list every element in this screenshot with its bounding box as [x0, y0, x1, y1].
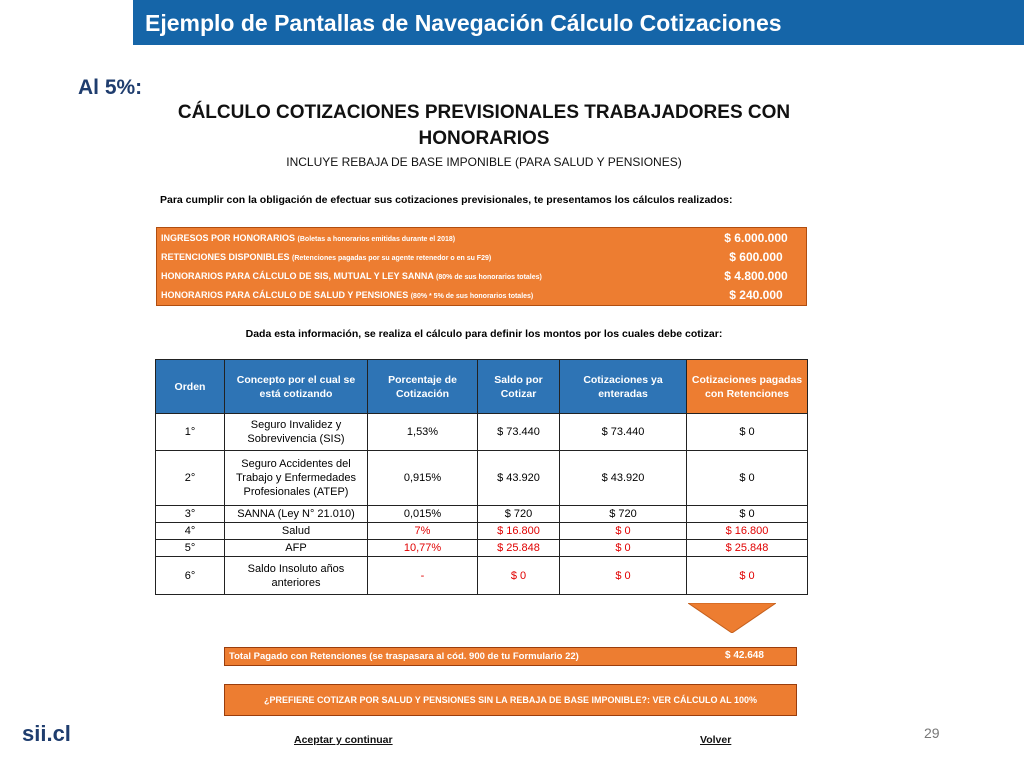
table-cell: 0,015%	[368, 506, 478, 523]
table-cell: AFP	[225, 540, 368, 557]
column-header-saldo: Saldo por Cotizar	[478, 360, 560, 414]
intro-text: Para cumplir con la obligación de efectuar sus cotizaciones previsionales, te presentamos los cálculos realizados:	[160, 194, 733, 206]
table-cell: Seguro Accidentes del Trabajo y Enfermedades Profesionales (ATEP)	[225, 451, 368, 506]
total-label: Total Pagado con Retenciones (se traspasara al cód. 900 de tu Formulario 22)	[229, 651, 579, 662]
table-cell: $ 720	[478, 506, 560, 523]
slide-header: Ejemplo de Pantallas de Navegación Cálculo Cotizaciones	[133, 0, 1024, 45]
income-value: $ 6.000.000	[724, 231, 788, 245]
income-summary-box	[156, 227, 807, 306]
table-cell: -	[368, 557, 478, 595]
table-cell: $ 0	[478, 557, 560, 595]
table-cell: $ 25.848	[687, 540, 808, 557]
view-100-percent-link[interactable]: ¿PREFIERE COTIZAR POR SALUD Y PENSIONES SIN LA REBAJA DE BASE IMPONIBLE?: VER CÁLCULO AL 100%	[224, 684, 797, 716]
table-cell: Salud	[225, 523, 368, 540]
income-label: HONORARIOS PARA CÁLCULO DE SALUD Y PENSIONES (80% * 5% de sus honorarios totales)	[161, 290, 534, 300]
table-cell: 0,915%	[368, 451, 478, 506]
page-number: 29	[924, 725, 940, 741]
table-cell: $ 16.800	[687, 523, 808, 540]
table-cell: $ 16.800	[478, 523, 560, 540]
table-cell: Saldo Insoluto años anteriores	[225, 557, 368, 595]
table-row	[156, 414, 808, 451]
table-cell: $ 43.920	[478, 451, 560, 506]
table-cell: 5°	[156, 540, 225, 557]
calculation-intro: Dada esta información, se realiza el cálculo para definir los montos por los cuales debe cotizar:	[245, 328, 723, 340]
contributions-table	[155, 359, 808, 595]
table-cell: 1,53%	[368, 414, 478, 451]
table-row	[156, 557, 808, 595]
column-header-retenciones: Cotizaciones pagadas con Retenciones	[687, 360, 808, 414]
total-retentions-bar	[224, 647, 797, 666]
table-cell: $ 73.440	[560, 414, 687, 451]
table-header-row	[156, 360, 808, 414]
document-title-line2: HONORARIOS	[418, 128, 550, 149]
table-cell: 7%	[368, 523, 478, 540]
column-header-porcentaje: Porcentaje de Cotización	[368, 360, 478, 414]
table-cell: $ 0	[687, 414, 808, 451]
table-cell: $ 0	[687, 557, 808, 595]
table-cell: 4°	[156, 523, 225, 540]
table-cell: SANNA (Ley N° 21.010)	[225, 506, 368, 523]
table-cell: $ 73.440	[478, 414, 560, 451]
column-header-orden: Orden	[156, 360, 225, 414]
back-link[interactable]: Volver	[700, 734, 732, 746]
table-cell: $ 43.920	[560, 451, 687, 506]
document-subtitle: INCLUYE REBAJA DE BASE IMPONIBLE (PARA SALUD Y PENSIONES)	[286, 155, 682, 169]
income-value: $ 600.000	[729, 250, 783, 264]
table-cell: Seguro Invalidez y Sobrevivencia (SIS)	[225, 414, 368, 451]
income-row	[161, 287, 802, 306]
column-header-concepto: Concepto por el cual se está cotizando	[225, 360, 368, 414]
income-label: HONORARIOS PARA CÁLCULO DE SIS, MUTUAL Y LEY SANNA (80% de sus honorarios totales)	[161, 271, 542, 281]
income-row	[161, 230, 802, 249]
table-cell: 2°	[156, 451, 225, 506]
income-value: $ 4.800.000	[724, 269, 788, 283]
table-cell: $ 0	[560, 540, 687, 557]
document-title	[160, 100, 808, 152]
table-row	[156, 451, 808, 506]
table-cell: 6°	[156, 557, 225, 595]
table-cell: 10,77%	[368, 540, 478, 557]
income-value: $ 240.000	[729, 288, 783, 302]
arrow-down-icon	[688, 603, 776, 633]
table-cell: $ 25.848	[478, 540, 560, 557]
table-cell: 3°	[156, 506, 225, 523]
table-cell: $ 0	[560, 523, 687, 540]
income-label: RETENCIONES DISPONIBLES (Retenciones pagadas por su agente retenedor o en su F29)	[161, 252, 492, 262]
table-cell: $ 720	[560, 506, 687, 523]
column-header-enteradas: Cotizaciones ya enteradas	[560, 360, 687, 414]
table-cell: $ 0	[560, 557, 687, 595]
sii-logo: sii.cl	[22, 721, 71, 746]
table-cell: $ 0	[687, 506, 808, 523]
income-row	[161, 249, 802, 268]
accept-continue-link[interactable]: Aceptar y continuar	[294, 734, 393, 746]
table-row	[156, 540, 808, 557]
table-cell: $ 0	[687, 451, 808, 506]
table-cell: 1°	[156, 414, 225, 451]
income-row	[161, 268, 802, 287]
table-row	[156, 523, 808, 540]
document-title-line1: CÁLCULO COTIZACIONES PREVISIONALES TRABAJADORES CON	[177, 102, 791, 123]
table-row	[156, 506, 808, 523]
total-value: $ 42.648	[725, 650, 764, 661]
income-label: INGRESOS POR HONORARIOS (Boletas a honorarios emitidas durante el 2018)	[161, 233, 456, 243]
slide-subtitle: Al 5%:	[78, 76, 143, 99]
